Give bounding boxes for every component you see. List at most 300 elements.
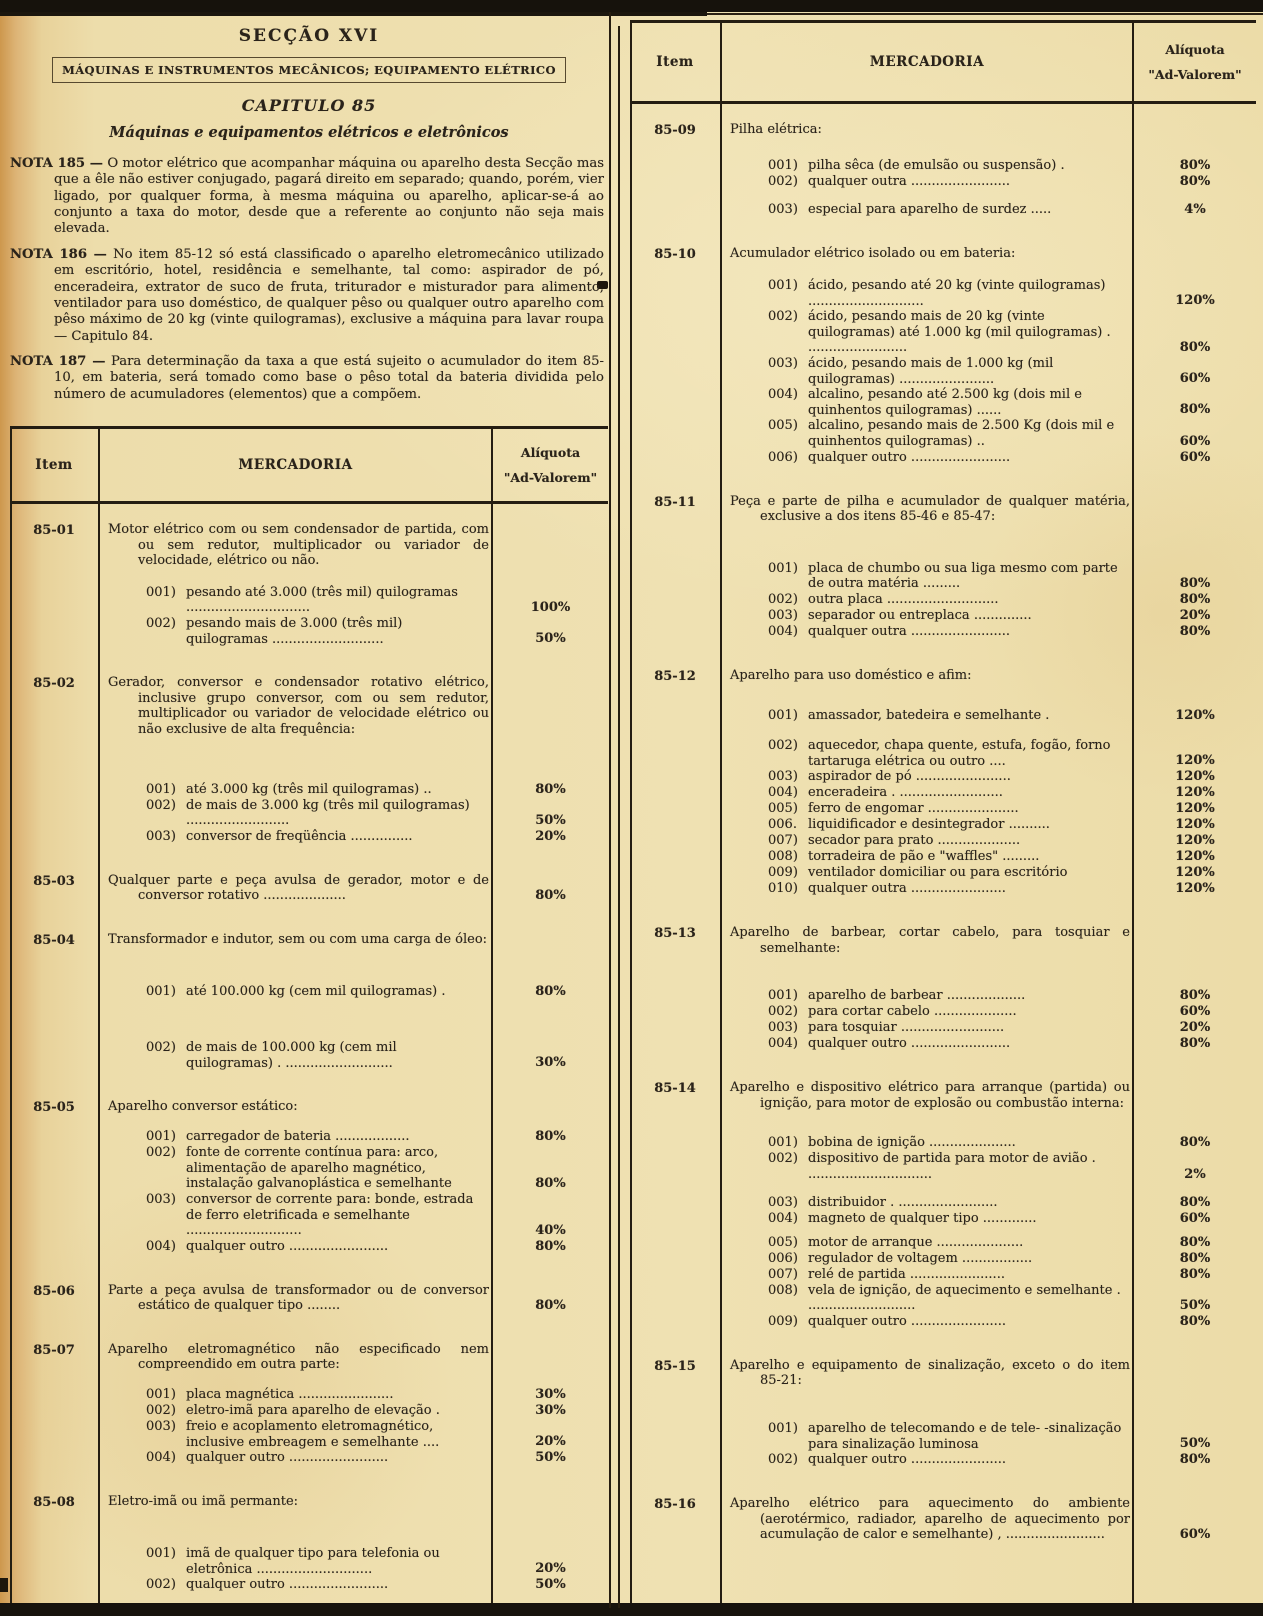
subitem-number: 005) (768, 1234, 798, 1250)
subitem-row (630, 1151, 1256, 1182)
rate-value: 80% (1179, 1135, 1211, 1151)
subitem (730, 1251, 1130, 1267)
cell-spacer (630, 1211, 720, 1227)
subitem-cell (720, 202, 1134, 218)
subitem-text: freio e acoplamento eletromagnético, inclusive embreagem e semelhante .... (186, 1419, 440, 1450)
subitem-number: 005) (768, 801, 798, 817)
subitem (108, 1546, 489, 1577)
subitem-cell (98, 1577, 493, 1593)
subitem-text: imã de qualquer tipo para telefonia ou eletrônica ............................ (186, 1546, 440, 1577)
subitem-row (630, 769, 1256, 785)
subitem (730, 1314, 1130, 1330)
rate-value (1134, 137, 1256, 138)
subitem-number: 003) (768, 607, 798, 623)
subitem-number: 009) (768, 1313, 798, 1329)
subitem (730, 450, 1130, 466)
subitem-number: 002) (768, 1151, 798, 1167)
item-description: Aparelho e equipamento de sinalização, exceto o do item 85-21: (730, 1357, 1130, 1389)
item-description: Aparelho elétrico para aquecimento do ambiente (aerotérmico, radiador, aparelho de aquecimento por acumulação de calor e semelhante) , ........................ (730, 1496, 1130, 1543)
subitem-number: 002) (146, 1145, 176, 1161)
subitem (730, 1267, 1130, 1283)
cell-spacer (10, 1129, 98, 1145)
rate-value: 80% (535, 1238, 566, 1254)
subitem-row (630, 1314, 1256, 1330)
rate-value: 80% (1179, 402, 1211, 418)
subitem-cell (720, 1151, 1134, 1182)
subitem-cell (98, 984, 493, 1000)
cell-spacer (630, 1251, 720, 1267)
rate-value: 80% (1179, 1234, 1211, 1250)
subitem-number: 001) (768, 707, 798, 723)
subitem-cell (98, 1403, 493, 1419)
item-description-cell (98, 675, 493, 737)
cell-spacer (630, 769, 720, 785)
cell-spacer (630, 785, 720, 801)
subitem-text: ácido, pesando até 20 kg (vinte quilogramas) ............................ (808, 278, 1106, 309)
subitem-row (630, 1004, 1256, 1020)
subitem-number: 003) (768, 1020, 798, 1036)
cell-spacer (10, 1403, 98, 1419)
subitem-row (630, 1452, 1256, 1468)
subitem-row (630, 450, 1256, 466)
subitem-cell (720, 624, 1134, 640)
item-description-cell (98, 932, 493, 948)
item-main-row (630, 494, 1256, 525)
right-tariff-table (630, 20, 1256, 1603)
subitem (730, 1235, 1130, 1251)
subitem-text: enceradeira . ......................... (808, 785, 1003, 801)
subitem-cell (98, 1129, 493, 1145)
subitem-number: 010) (768, 881, 798, 897)
subitem-cell (720, 1421, 1134, 1452)
item-code: 85-11 (654, 494, 696, 510)
subitem-row (630, 174, 1256, 190)
subitem-text: qualquer outro ....................... (808, 1313, 1006, 1329)
subitem-number: 001) (146, 1129, 176, 1145)
subitem (108, 1239, 489, 1255)
cell-spacer (10, 1450, 98, 1466)
cell-spacer (630, 1314, 720, 1330)
column-header-mercadoria: MERCADORIA (238, 457, 353, 474)
rate-value: 60% (1179, 1210, 1211, 1226)
subitem-cell (720, 561, 1134, 592)
subitem-number: 006) (768, 449, 798, 465)
subitem-row (630, 817, 1256, 833)
aliquota-label-line2: "Ad-Valorem" (503, 470, 598, 486)
subitem-text: qualquer outra ........................ (808, 174, 1011, 189)
subitem-number: 004) (768, 1210, 798, 1226)
rate-value: 120% (1175, 849, 1215, 865)
subitem (108, 1145, 489, 1192)
cell-spacer (10, 1387, 98, 1403)
rate-value: 20% (1179, 1020, 1211, 1036)
subitem-row (630, 833, 1256, 849)
table-row (630, 246, 1256, 466)
subitem-cell (98, 1387, 493, 1403)
table-header-row (630, 23, 1256, 101)
subitem-text: de mais de 3.000 kg (três mil quilogramas) ......................... (186, 797, 470, 829)
subitem-text: ventilador domiciliar ou para escritório (808, 865, 1068, 881)
rate-value: 80% (1179, 1194, 1211, 1210)
subitem-text: alcalino, pesando até 2.500 kg (dois mil e quinhentos quilogramas) ...... (808, 387, 1082, 418)
subitem-cell (720, 158, 1134, 174)
rate-value (493, 1509, 608, 1510)
item-code: 85-12 (654, 668, 696, 684)
subitem-number: 009) (768, 865, 798, 881)
subitem (730, 1211, 1130, 1227)
subitem-text: qualquer outra ....................... (808, 881, 1006, 897)
subitem-cell (98, 1192, 493, 1239)
cell-spacer (630, 418, 720, 449)
table-row (630, 122, 1256, 218)
subitem-number: 004) (146, 1238, 176, 1254)
subitem (730, 801, 1130, 817)
subitem (730, 833, 1130, 849)
item-code: 85-07 (33, 1342, 75, 1358)
item-description: Aparelho de barbear, cortar cabelo, para tosquiar e semelhante: (730, 925, 1130, 956)
cell-spacer (630, 1020, 720, 1036)
subitem-text: pesando até 3.000 (três mil) quilogramas .............................. (186, 584, 458, 616)
subitem-cell (720, 738, 1134, 769)
aliquota-label-line1: Alíquota (1165, 42, 1225, 57)
rate-value (493, 568, 608, 569)
subitem (730, 769, 1130, 785)
rate-value: 80% (535, 983, 566, 999)
subitem (108, 798, 489, 829)
subitem-cell (720, 849, 1134, 865)
cell-spacer (10, 1419, 98, 1450)
subitem (730, 1421, 1130, 1452)
item-code: 85-03 (33, 873, 75, 889)
subitem-text: amassador, batedeira e semelhante . (808, 707, 1050, 723)
rate-value: 30% (535, 1387, 566, 1403)
column-header-item: Item (656, 54, 694, 70)
subitem-text: outra placa ........................... (808, 591, 999, 607)
cell-spacer (630, 624, 720, 640)
rate-value: 80% (1179, 1250, 1211, 1266)
subitem (730, 708, 1130, 724)
cell-spacer (630, 1004, 720, 1020)
subitem (108, 1419, 489, 1450)
cell-spacer (630, 1267, 720, 1283)
rate-value: 80% (1179, 1036, 1211, 1052)
subitem-number: 006. (768, 817, 797, 833)
table-row (630, 494, 1256, 640)
rate-value: 50% (535, 631, 566, 647)
subitem-text: motor de arranque ..................... (808, 1234, 1024, 1250)
item-main-row (630, 1496, 1256, 1543)
subitem-text: distribuidor . ........................ (808, 1194, 998, 1210)
cell-spacer (10, 984, 98, 1000)
subitem (730, 1004, 1130, 1020)
item-description-cell (98, 1494, 493, 1510)
subitem-cell (720, 801, 1134, 817)
rate-value: 80% (1179, 158, 1211, 173)
rate-value: 20% (535, 1434, 566, 1450)
column-divider-line (609, 12, 611, 1608)
subitem (730, 738, 1130, 769)
subitem (108, 782, 489, 798)
subitem-number: 007) (768, 833, 798, 849)
subitem-row (630, 202, 1256, 218)
rate-value: 60% (1179, 433, 1211, 449)
rate-value: 120% (1175, 293, 1215, 309)
subitem-number: 001) (768, 560, 798, 576)
subitem-text: pesando mais de 3.000 (três mil) quilogramas ........................... (186, 616, 403, 647)
item-code: 85-08 (33, 1495, 75, 1511)
cell-spacer (630, 387, 720, 418)
item-description: Aparelho conversor estático: (108, 1099, 298, 1115)
subitem-cell (98, 1450, 493, 1466)
rate-value (493, 947, 608, 948)
section-subtitle-box (52, 57, 566, 83)
item-description: Pilha elétrica: (730, 122, 822, 137)
subitem-cell (98, 829, 493, 845)
cell-spacer (630, 833, 720, 849)
rate-value: 80% (1179, 1452, 1211, 1468)
item-description-cell (98, 522, 493, 569)
item-description-cell (720, 668, 1134, 684)
subitem (730, 356, 1130, 387)
subitem-row (630, 1195, 1256, 1211)
subitem-cell (720, 1314, 1134, 1330)
subitem-number: 002) (146, 797, 176, 813)
subitem-cell (720, 708, 1134, 724)
rate-value: 120% (1175, 707, 1215, 723)
subitem-cell (720, 769, 1134, 785)
subitem-cell (98, 1239, 493, 1255)
subitem (730, 785, 1130, 801)
subitem-cell (720, 1036, 1134, 1052)
cell-spacer (10, 798, 98, 829)
notes-block (10, 156, 608, 412)
subitem-text: qualquer outro ........................ (186, 1577, 389, 1593)
rate-value (493, 737, 608, 738)
rate-value (493, 1372, 608, 1373)
table-border-left (10, 426, 12, 1603)
item-main-row (630, 1080, 1256, 1111)
subitem-text: especial para aparelho de surdez ..... (808, 202, 1052, 217)
item-description: Motor elétrico com ou sem condensador de partida, com ou sem redutor, multiplicador ou variador de velocidade, elétrico ou não. (108, 522, 489, 569)
subitem (730, 849, 1130, 865)
subitem-cell (720, 817, 1134, 833)
column-header-aliquota (1134, 37, 1256, 87)
item-description: Aparelho eletromagnético não especificado nem compreendido em outra parte: (108, 1341, 489, 1373)
cell-spacer (10, 585, 98, 616)
item-description: Transformador e indutor, sem ou com uma carga de óleo: (108, 931, 488, 947)
item-code: 85-05 (33, 1100, 75, 1116)
item-code: 85-02 (33, 676, 75, 692)
item-code: 85-06 (33, 1283, 75, 1299)
item-description: Aparelho e dispositivo elétrico para arranque (partida) ou ignição, para motor de explosão ou combustão interna: (730, 1080, 1130, 1111)
column-header-item: Item (35, 457, 73, 474)
cell-spacer (10, 616, 98, 647)
cell-spacer (630, 608, 720, 624)
subitem-row (630, 801, 1256, 817)
subitem-text: dispositivo de partida para motor de avião . .............................. (808, 1151, 1096, 1183)
subitem (730, 309, 1130, 356)
subitem (108, 585, 489, 616)
rate-value: 120% (1175, 833, 1215, 849)
rate-value: 20% (1179, 607, 1211, 623)
subitem-row (630, 881, 1256, 897)
subitem-row (630, 1036, 1256, 1052)
cell-spacer (630, 356, 720, 387)
item-code: 85-15 (654, 1358, 696, 1374)
rate-value: 40% (535, 1222, 566, 1238)
rate-value: 100% (530, 600, 571, 615)
subitem (730, 592, 1130, 608)
subitem-text: placa magnética ....................... (186, 1387, 394, 1403)
subitem-cell (720, 418, 1134, 449)
subitem (730, 865, 1130, 881)
subitem-number: 004) (768, 1036, 798, 1052)
cell-spacer (630, 561, 720, 592)
subitem-number: 002) (146, 1403, 176, 1419)
rate-value: 80% (1179, 623, 1211, 639)
subitem-row (630, 309, 1256, 356)
item-description: Aparelho para uso doméstico e afim: (730, 667, 972, 683)
chapter-subtitle: Máquinas e equipamentos elétricos e eletrônicos (109, 124, 509, 141)
table-divider-item (720, 20, 722, 1603)
subitem (730, 881, 1130, 897)
item-description-cell (98, 1283, 493, 1314)
rate-value: 30% (535, 1403, 566, 1419)
rate-value: 20% (535, 828, 566, 844)
subitem-text: até 100.000 kg (cem mil quilogramas) . (186, 983, 446, 999)
subitem (108, 1387, 489, 1403)
subitem-number: 001) (768, 158, 798, 173)
right-table-body (630, 104, 1256, 1543)
table-divider-item (98, 426, 100, 1603)
subitem-cell (720, 356, 1134, 387)
subitem-number: 001) (146, 1387, 176, 1403)
item-main-row (630, 925, 1256, 956)
rate-value: 60% (1179, 1527, 1211, 1542)
subitem-cell (720, 1452, 1134, 1468)
subitem-number: 002) (768, 1452, 798, 1468)
table-row (630, 925, 1256, 1052)
rate-value: 50% (535, 1450, 566, 1466)
note-label: NOTA 186 — (10, 246, 107, 262)
subitem-cell (720, 309, 1134, 356)
cell-spacer (630, 1283, 720, 1314)
column-header-mercadoria: MERCADORIA (869, 54, 985, 70)
subitem-cell (720, 174, 1134, 190)
item-description: Eletro-imã ou imã permante: (108, 1494, 299, 1510)
subitem (730, 1283, 1130, 1314)
item-description: Qualquer parte e peça avulsa de gerador, motor e de conversor rotativo .................... (108, 872, 489, 904)
rate-value (1134, 955, 1256, 956)
subitem-text: qualquer outro ........................ (808, 449, 1011, 465)
subitem-text: pilha sêca (de emulsão ou suspensão) . (808, 158, 1065, 173)
subitem-text: relé de partida ....................... (808, 1266, 1005, 1282)
cell-spacer (10, 1145, 98, 1192)
cell-spacer (630, 708, 720, 724)
table-row (630, 1080, 1256, 1330)
rate-value: 60% (1179, 449, 1211, 465)
subitem-cell (720, 592, 1134, 608)
item-description-cell (720, 925, 1134, 956)
note-label: NOTA 187 — (10, 353, 106, 369)
subitem-text: de mais de 100.000 kg (cem mil quilogramas) . .......................... (186, 1039, 397, 1071)
subitem (108, 984, 489, 1000)
rate-value: 80% (1179, 339, 1211, 355)
subitem-text: qualquer outra ........................ (808, 623, 1011, 639)
subitem-number: 001) (768, 1421, 798, 1437)
cell-spacer (630, 1036, 720, 1052)
subitem-text: aquecedor, chapa quente, estufa, fogão, forno tartaruga elétrica ou outro .... (808, 737, 1111, 769)
subitem-cell (98, 1419, 493, 1450)
cell-spacer (10, 1192, 98, 1239)
subitem-cell (98, 616, 493, 647)
subitem-row (630, 1251, 1256, 1267)
subitem-number: 003) (768, 769, 798, 785)
subitem-text: bobina de ignição ..................... (808, 1135, 1016, 1151)
item-code: 85-09 (654, 123, 696, 138)
subitem (730, 1195, 1130, 1211)
subitem-row (630, 561, 1256, 592)
item-description: Gerador, conversor e condensador rotativo elétrico, inclusive grupo conversor, com ou sem redutor, multiplicador ou variador de velocidade elétrico ou não exclusive de alta frequência: (108, 675, 489, 737)
subitem-cell (720, 450, 1134, 466)
subitem-text: aparelho de barbear ................... (808, 988, 1026, 1004)
subitem-row (630, 1267, 1256, 1283)
rate-value: 60% (1179, 371, 1211, 387)
item-main-row (630, 668, 1256, 684)
cell-spacer (630, 174, 720, 190)
rate-value: 80% (1179, 174, 1211, 189)
subitem-number: 002) (146, 1577, 176, 1593)
item-main-row (630, 122, 1256, 138)
cell-spacer (630, 278, 720, 309)
subitem-text: regulador de voltagem ................. (808, 1250, 1033, 1266)
subitem-cell (720, 865, 1134, 881)
cell-spacer (10, 782, 98, 798)
subitem-row (630, 608, 1256, 624)
rate-value: 80% (1179, 1313, 1211, 1329)
chapter-title: CAPITULO 85 (241, 96, 377, 115)
subitem-cell (720, 988, 1134, 1004)
subitem-cell (720, 278, 1134, 309)
subitem-number: 002) (146, 1039, 176, 1055)
subitem-row (630, 738, 1256, 769)
rate-value: 80% (1179, 591, 1211, 607)
item-description: Acumulador elétrico isolado ou em bateria: (730, 246, 1016, 261)
subitem-text: conversor de corrente para: bonde, estrada de ferro eletrificada e semelhante ............................ (186, 1191, 474, 1239)
subitem-row (630, 1020, 1256, 1036)
subitem-cell (98, 798, 493, 829)
rate-value: 4% (1184, 202, 1206, 217)
subitem-cell (720, 1004, 1134, 1020)
rate-value: 20% (535, 1561, 566, 1577)
subitem-text: vela de ignição, de aquecimento e semelhante . .......................... (808, 1282, 1121, 1314)
table-row (630, 1496, 1256, 1543)
subitem-text: ácido, pesando mais de 1.000 kg (mil quilogramas) ....................... (808, 355, 1054, 387)
item-main-row (630, 246, 1256, 262)
rate-value: 60% (1179, 1004, 1211, 1020)
subitem-number: 001) (768, 278, 798, 293)
subitem (108, 616, 489, 647)
cell-spacer (630, 801, 720, 817)
note-text: O motor elétrico que acompanhar máquina ou aparelho desta Secção mas que a êle não estiver conjugado, pagará direito em separado; quando, porém, vier ligado, por qualquer forma, à mesma máquina ou aparelho, aplicar-se-á ao conjunto a taxa do motor, desde que a referente ao conjunto não seja mais elevada. (54, 156, 604, 237)
subitem-text: ferro de engomar ...................... (808, 801, 1019, 817)
subitem-cell (720, 1211, 1134, 1227)
rate-value: 120% (1175, 785, 1215, 801)
rate-value: 80% (535, 887, 566, 903)
subitem-text: para cortar cabelo .................... (808, 1004, 1017, 1020)
note-label: NOTA 185 — (10, 156, 103, 171)
subitem (730, 1020, 1130, 1036)
